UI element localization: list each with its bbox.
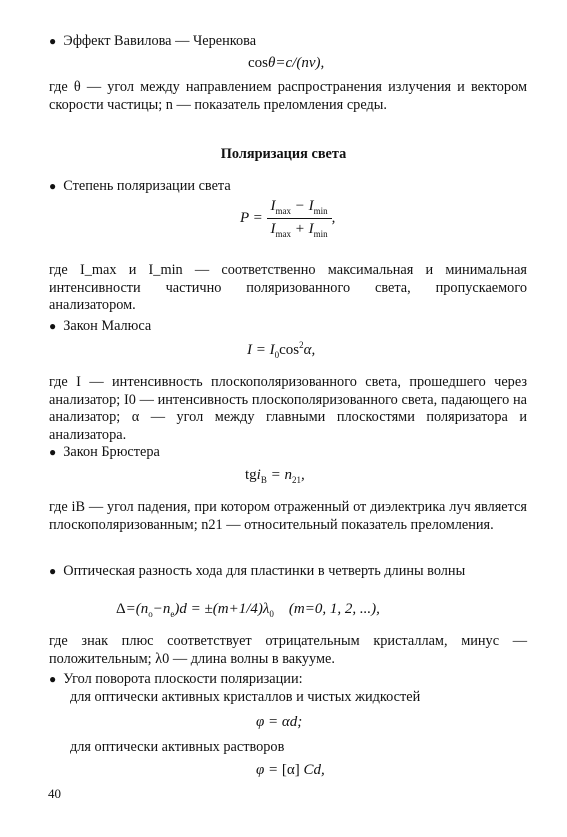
formula-rotation-crystal: φ = αd;: [256, 714, 303, 730]
formula-cherenkov: cosθ=c/(nv),: [248, 55, 325, 71]
text-rotation-crystals: для оптически активных кристаллов и чистых жидкостей: [70, 689, 421, 705]
section-title: Поляризация света: [220, 146, 347, 162]
formula-rotation-solution: φ = [α] Cd,: [256, 762, 325, 778]
text-vavilov-where: где θ — угол между направлением распространения излучения и вектором скорости частицы; n — показатель преломления среды.: [49, 79, 527, 113]
text-brewster-where: где iB — угол падения, при котором отраженный от диэлектрика луч является плоскополяризованным; n21 — относительный показатель преломления.: [49, 499, 527, 533]
bullet-path-diff: ● Оптическая разность хода для пластинки в четверть длины волны: [49, 563, 527, 581]
formula-path-diff: $\Delta=(n_o-n_e)d = \pm(m+1/4)\lambda_0$ (m=0, 1, 2, ...),: [116, 601, 380, 619]
text-degree-where: где I_max и I_min — соответственно максимальная и минимальная интенсивности частично поляризованного света, пропускаемого анализатором.: [49, 262, 527, 313]
formula-brewster: $tgi_B = n_{21}$,: [245, 467, 305, 485]
bullet-degree: ● Степень поляризации света: [49, 178, 527, 196]
text-malus-where: где I — интенсивность плоскополяризованного света, прошедшего через анализатор; I0 — интенсивность плоскополяризованного света, падающего на анализатор; α — угол между главными плоскостями поляризатора и анализатора.: [49, 374, 527, 443]
page-number: 40: [48, 786, 61, 801]
bullet-rotation: ● Угол поворота плоскости поляризации:: [49, 671, 527, 689]
text-rotation-solutions: для оптически активных растворов: [70, 739, 285, 755]
bullet-vavilov: ● Эффект Вавилова — Черенкова: [49, 33, 527, 51]
bullet-malus: ● Закон Малюса: [49, 318, 527, 336]
formula-degree: P = $\frac{I_{max} - I_{min}}{I_{max} + I_{min}}$ ,: [240, 198, 336, 239]
text-path-diff-where: где знак плюс соответствует отрицательным кристаллам, минус — положительным; λ0 — длина волны в вакууме.: [49, 633, 527, 667]
formula-malus: $I = I_0\cos^2\alpha$,: [247, 340, 316, 360]
bullet-brewster: ● Закон Брюстера: [49, 444, 527, 462]
